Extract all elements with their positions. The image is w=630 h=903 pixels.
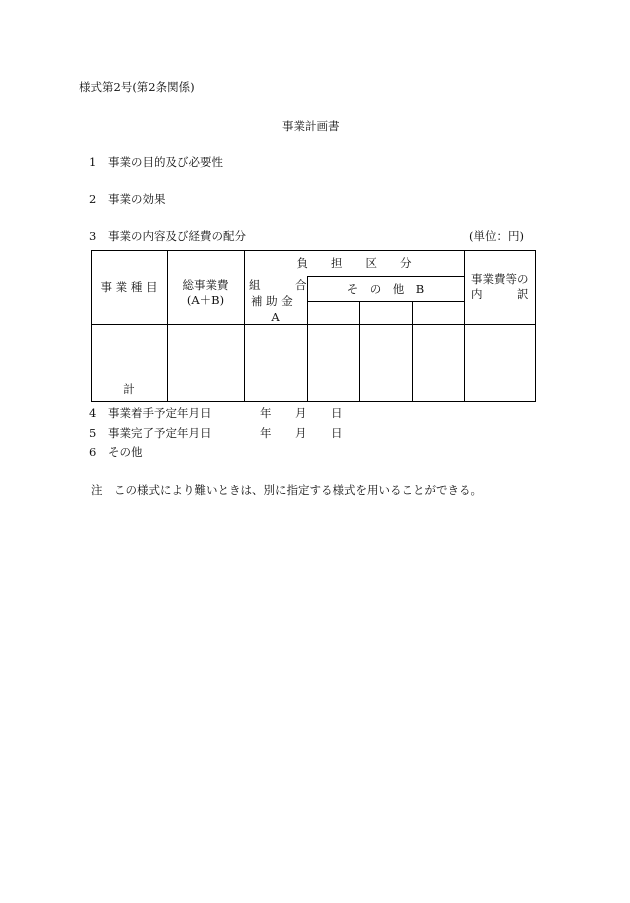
- end-month-unit: 月: [295, 426, 307, 440]
- form-label: 様式第2号(第2条関係): [79, 80, 195, 94]
- header-total-cost-1: 総事業費: [182, 278, 229, 292]
- end-day-unit: 日: [331, 426, 343, 440]
- section-4: [89, 408, 212, 420]
- section-1: [89, 157, 223, 169]
- table-border-top: [91, 250, 536, 251]
- table-col-line-2: [244, 250, 245, 402]
- header-kumiai-3: A: [271, 310, 280, 324]
- table-border-left: [91, 250, 92, 402]
- total-row-label: 計: [123, 382, 135, 396]
- section-3: [89, 231, 246, 243]
- section-text: 事業の目的及び必要性: [108, 155, 223, 169]
- start-month-unit: 月: [295, 406, 307, 420]
- header-total-cost-2: (A＋B): [186, 293, 225, 307]
- start-day-unit: 日: [331, 406, 343, 420]
- table-col-line-6: [464, 250, 465, 402]
- table-col-line-5: [412, 301, 413, 402]
- table-col-line-1: [167, 250, 168, 402]
- table-col-line-4: [359, 301, 360, 402]
- table-border-bottom: [91, 401, 536, 402]
- section-6: [89, 447, 143, 459]
- section-text: 事業完了予定年月日: [108, 426, 212, 440]
- section-2: [89, 194, 166, 206]
- section-text: その他: [108, 445, 143, 459]
- header-burden-division: 負 担 区 分: [296, 256, 412, 270]
- section-number: 3: [89, 229, 97, 243]
- document-title: 事業計画書: [282, 119, 340, 133]
- header-breakdown-1: 事業費等の: [471, 272, 529, 286]
- start-year-unit: 年: [260, 406, 272, 420]
- table-border-right: [535, 250, 536, 402]
- table-line-header-bottom: [91, 324, 536, 325]
- section-number: 2: [89, 192, 97, 206]
- section-text: 事業の効果: [108, 192, 166, 206]
- header-breakdown-2: 内 訳: [471, 287, 529, 301]
- header-kumiai-2: 補 助 金: [251, 294, 293, 308]
- section-text: 事業着手予定年月日: [108, 406, 212, 420]
- footnote: 注 この様式により難いときは、別に指定する様式を用いることができる。: [91, 483, 482, 497]
- section-text: 事業の内容及び経費の配分: [108, 229, 246, 243]
- table-line-burden-under: [307, 276, 464, 277]
- header-kumiai-1: 組 合: [249, 278, 307, 292]
- section-number: 5: [89, 426, 97, 440]
- section-number: 4: [89, 406, 97, 420]
- header-project-type: 事 業 種 目: [100, 280, 158, 294]
- section-number: 6: [89, 445, 97, 459]
- unit-note: (単位：円): [469, 229, 524, 243]
- section-5: [89, 428, 212, 440]
- header-other-b: そ の 他 B: [346, 282, 425, 296]
- end-year-unit: 年: [260, 426, 272, 440]
- table-line-sonota-under: [307, 301, 464, 302]
- section-number: 1: [89, 155, 97, 169]
